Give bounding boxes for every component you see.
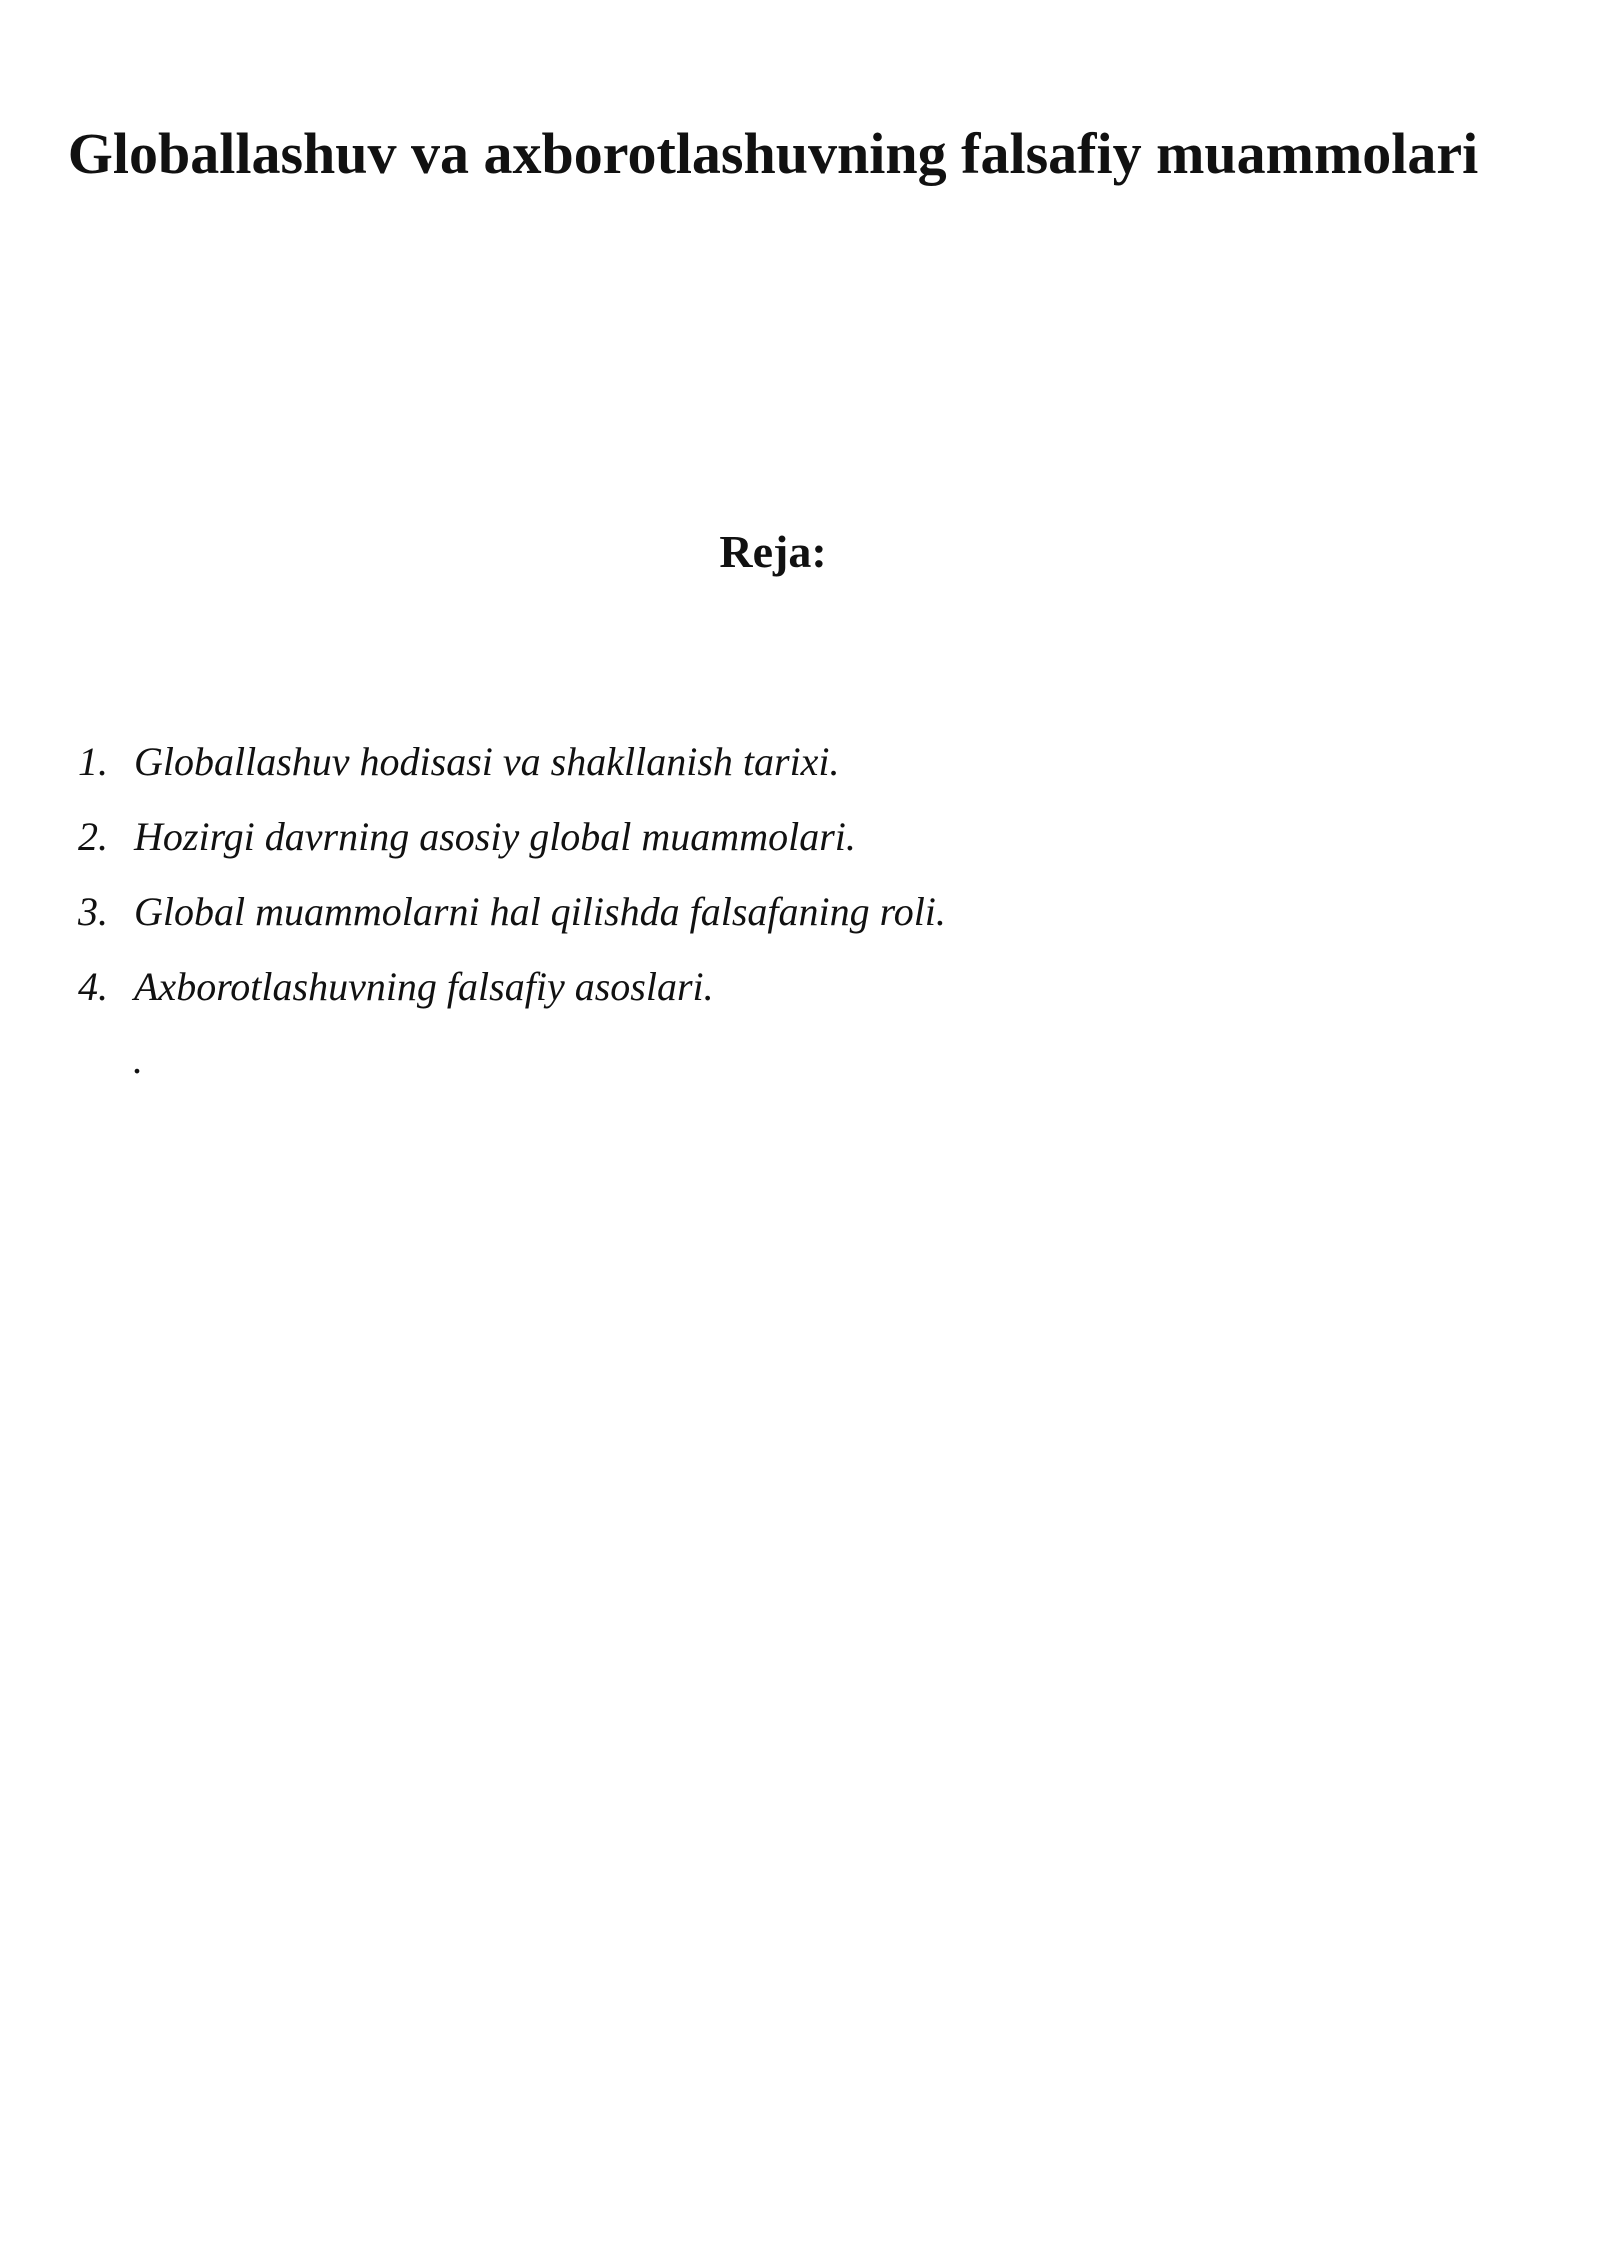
plan-list [78,732,946,1032]
plan-item-number: 1. [78,739,108,784]
plan-heading: Reja: [719,526,827,577]
plan-item-number: 2. [78,814,108,859]
plan-item [78,882,946,957]
plan-item-number: 3. [78,889,108,934]
document-title: Globallashuv va axborotlashuvning falsafiy muammolari [67,121,1479,186]
plan-item-text: Hozirgi davrning asosiy global muammolari. [134,814,856,859]
plan-item-text: Globallashuv hodisasi va shakllanish tarixi. [134,739,840,784]
trailing-mark: . [132,1037,142,1082]
plan-item-number: 4. [78,964,108,1009]
plan-item-text: Global muammolarni hal qilishda falsafaning roli. [134,889,946,934]
plan-item [78,957,946,1032]
plan-item [78,732,946,807]
plan-item-text: Axborotlashuvning falsafiy asoslari. [134,964,714,1009]
plan-item [78,807,946,882]
